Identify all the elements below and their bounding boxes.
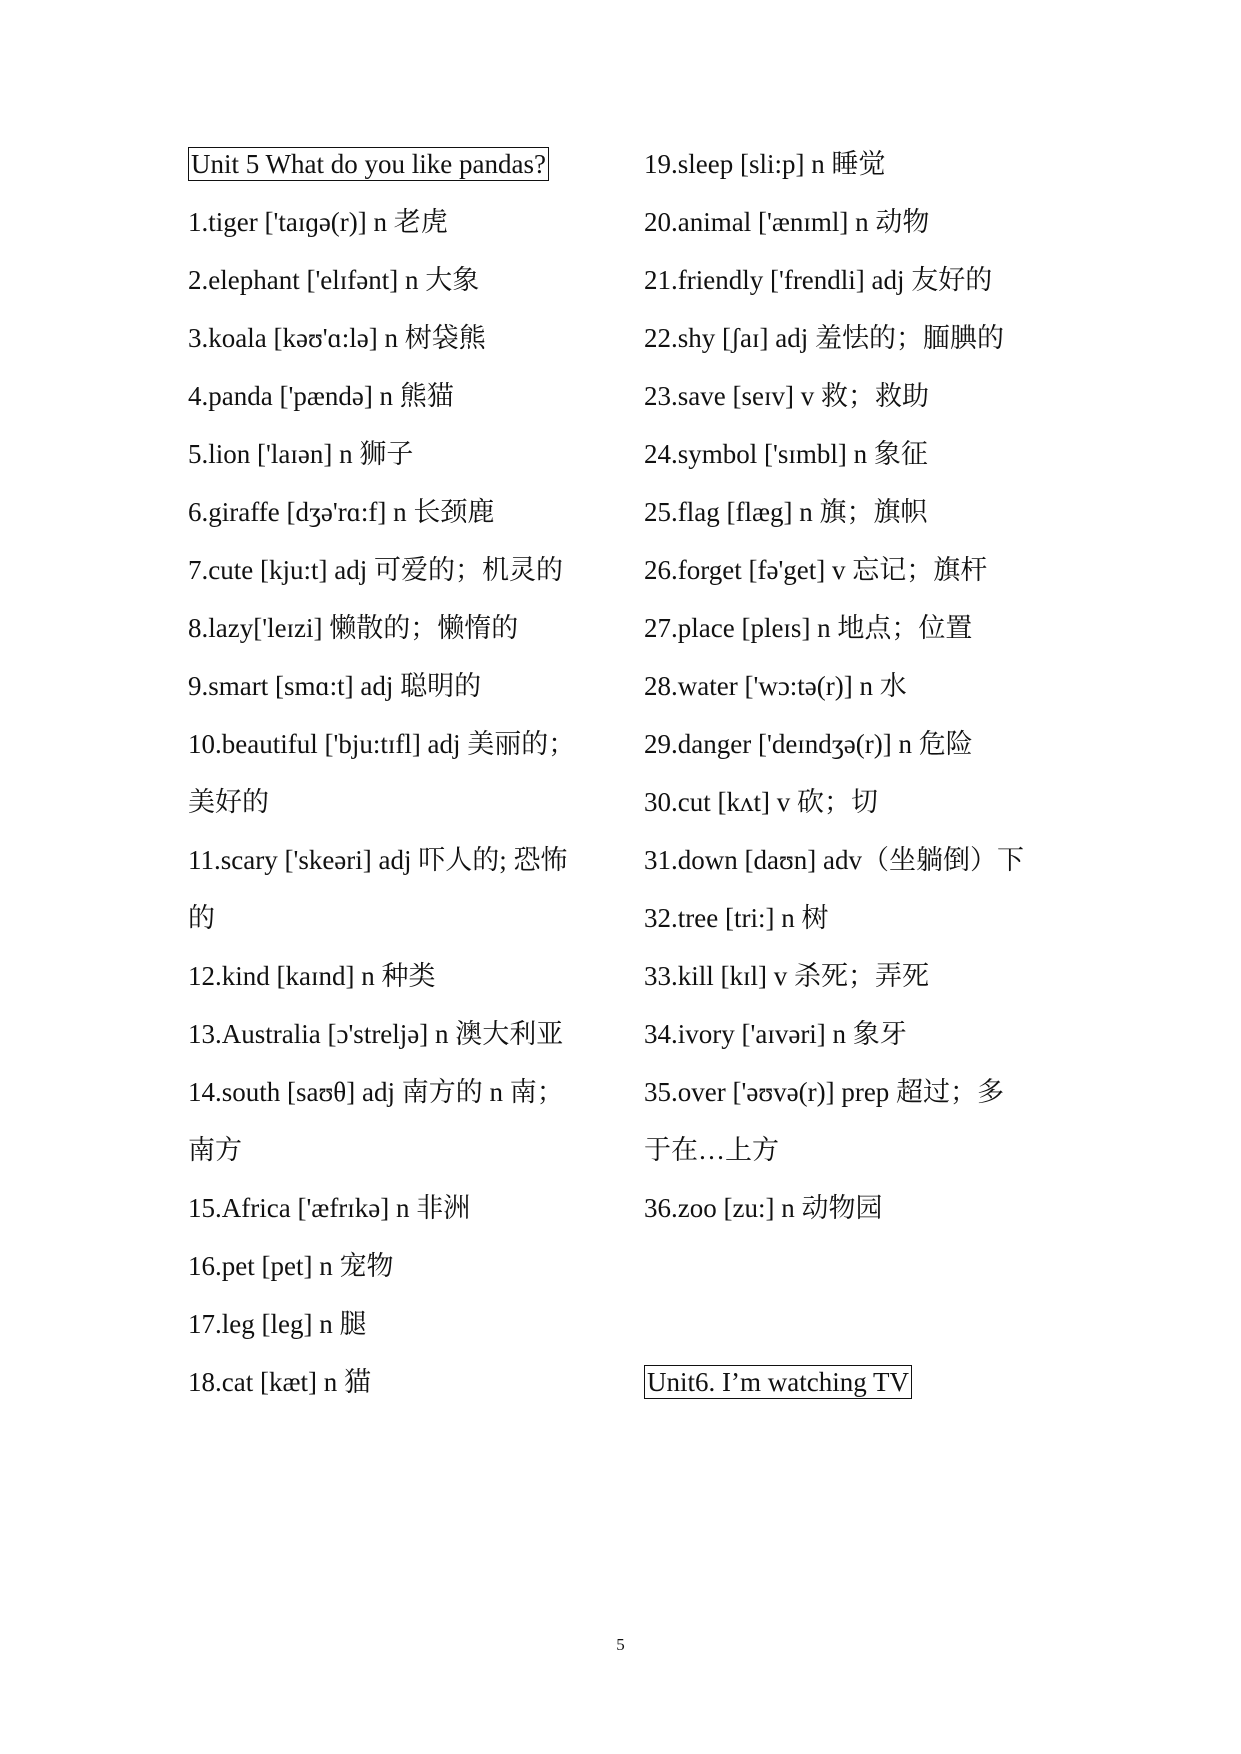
unit-title-box: Unit 5 What do you like pandas? xyxy=(188,147,549,181)
vocab-line-continuation: 于在…上方 xyxy=(644,1135,779,1165)
vocab-line-continuation: 美好的 xyxy=(188,787,269,817)
vocab-line: 27.place [pleɪs] n 地点；位置 xyxy=(644,613,973,643)
vocab-line: 14.south [saʊθ] adj 南方的 n 南； xyxy=(188,1077,564,1107)
vocab-line: 8.lazy['leɪzi] 懒散的；懒惰的 xyxy=(188,613,519,643)
vocab-line: 35.over ['əʊvə(r)] prep 超过；多 xyxy=(644,1077,1005,1107)
vocab-line-continuation: 的 xyxy=(188,903,215,933)
vocab-line: 15.Africa ['æfrɪkə] n 非洲 xyxy=(188,1193,471,1223)
vocab-line: 7.cute [kju:t] adj 可爱的；机灵的 xyxy=(188,555,563,585)
vocab-line: 31.down [daʊn] adv（坐躺倒）下 xyxy=(644,845,1025,875)
vocab-line: 19.sleep [sli:p] n 睡觉 xyxy=(644,149,886,179)
vocab-line: 18.cat [kæt] n 猫 xyxy=(188,1367,371,1397)
vocab-line: 24.symbol ['sɪmbl] n 象征 xyxy=(644,439,928,469)
vocab-line: 17.leg [leg] n 腿 xyxy=(188,1309,367,1339)
vocab-line: 32.tree [tri:] n 树 xyxy=(644,903,829,933)
vocab-line: 36.zoo [zu:] n 动物园 xyxy=(644,1193,883,1223)
vocab-line: 10.beautiful ['bju:tɪfl] adj 美丽的； xyxy=(188,729,576,759)
vocab-line: 3.koala [kəʊ'ɑ:lə] n 树袋熊 xyxy=(188,323,486,353)
vocab-line: 5.lion ['laɪən] n 狮子 xyxy=(188,439,414,469)
vocab-line: 28.water ['wɔ:tə(r)] n 水 xyxy=(644,671,907,701)
vocab-line: 12.kind [kaɪnd] n 种类 xyxy=(188,961,436,991)
vocab-line: 22.shy [ʃaɪ] adj 羞怯的；腼腆的 xyxy=(644,323,1004,353)
vocab-line: 2.elephant ['elɪfənt] n 大象 xyxy=(188,265,480,295)
vocab-line: 9.smart [smɑ:t] adj 聪明的 xyxy=(188,671,482,701)
vocab-line: 4.panda ['pændə] n 熊猫 xyxy=(188,381,454,411)
unit-title xyxy=(188,147,549,181)
vocab-line: 25.flag [flæg] n 旗；旗帜 xyxy=(644,497,928,527)
vocab-line: 30.cut [kʌt] v 砍；切 xyxy=(644,787,878,817)
vocab-line: 26.forget [fə'get] v 忘记；旗杆 xyxy=(644,555,988,585)
vocab-line-continuation: 南方 xyxy=(188,1135,242,1165)
next-unit-title xyxy=(644,1365,912,1399)
vocab-line: 34.ivory ['aɪvəri] n 象牙 xyxy=(644,1019,907,1049)
vocab-line: 6.giraffe [dʒə'rɑ:f] n 长颈鹿 xyxy=(188,497,495,527)
vocab-line: 20.animal ['ænɪml] n 动物 xyxy=(644,207,930,237)
vocab-line: 21.friendly ['frendli] adj 友好的 xyxy=(644,265,993,295)
vocab-line: 13.Australia [ɔ'streljə] n 澳大利亚 xyxy=(188,1019,564,1049)
vocab-line: 33.kill [kɪl] v 杀死；弄死 xyxy=(644,961,929,991)
vocab-line: 23.save [seɪv] v 救；救助 xyxy=(644,381,929,411)
vocab-line: 29.danger ['deɪndʒə(r)] n 危险 xyxy=(644,729,973,759)
vocab-line: 11.scary ['skeəri] adj 吓人的; 恐怖 xyxy=(188,845,568,875)
page-number: 5 xyxy=(616,1635,625,1654)
vocab-line: 1.tiger ['taɪɡə(r)] n 老虎 xyxy=(188,207,448,237)
vocab-line: 16.pet [pet] n 宠物 xyxy=(188,1251,394,1281)
next-unit-title-box: Unit6. I’m watching TV xyxy=(644,1365,912,1399)
